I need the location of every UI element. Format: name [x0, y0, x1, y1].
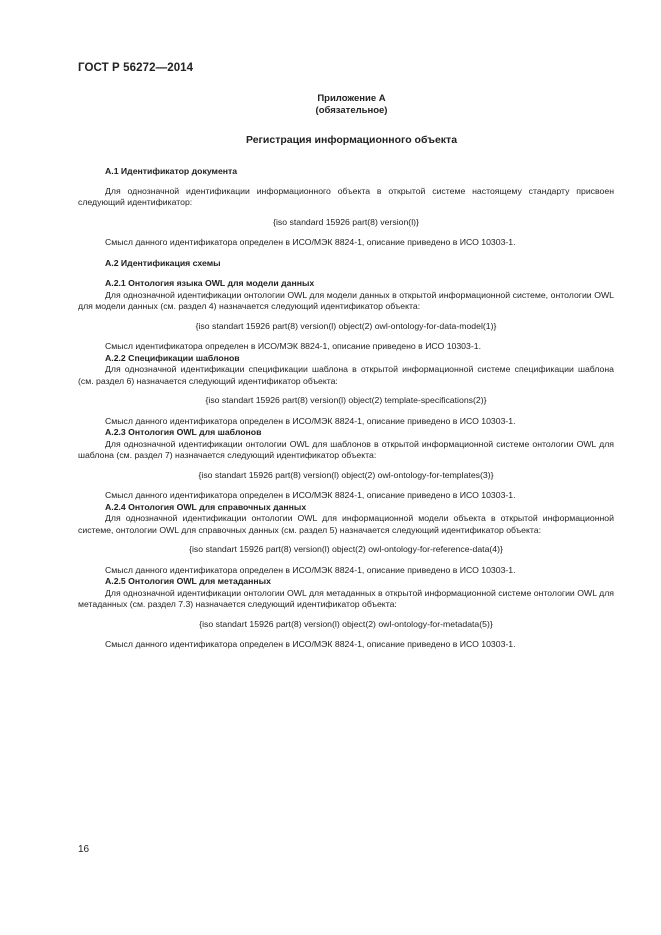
section-heading-a25: А.2.5 Онтология OWL для метаданных: [105, 576, 271, 586]
section-heading-a24: А.2.4 Онтология OWL для справочных данных: [105, 501, 307, 512]
appendix-title: Приложение А: [317, 93, 386, 104]
document-code: ГОСТ Р 56272—2014: [78, 62, 194, 74]
paragraph: Смысл данного идентификатора определен в ИСО/МЭК 8824-1, описание приведено в ИСО 10303-1.: [105, 639, 516, 649]
object-identifier: {iso standart 15926 part(8) version(l) object(2) owl-ontology-for-data-model(1)}: [195, 320, 497, 331]
object-identifier: {iso standart 15926 part(8) version(l) object(2) owl-ontology-for-metadata(5)}: [199, 618, 493, 629]
object-identifier: {iso standard 15926 part(8) version(l)}: [273, 216, 419, 227]
paragraph: Для однозначной идентификации спецификации шаблона в открытой информационной системе спецификации шаблона (см. раздел 6) назначается следующий идентификатор объекта:: [78, 364, 614, 386]
paragraph: Смысл идентификатора определен в ИСО/МЭК 8824-1, описание приведено в ИСО 10303-1.: [105, 341, 481, 351]
paragraph: Смысл данного идентификатора определен в ИСО/МЭК 8824-1, описание приведено в ИСО 10303-1.: [105, 415, 516, 426]
section-heading-a21: А.2.1 Онтология языка OWL для модели данных: [105, 278, 315, 288]
paragraph: Для однозначной идентификации онтологии OWL для информационной модели объекта в открытой информационной системе, онтологии OWL для справочных данных (см. раздел 5) назначается следующий идентификатор объекта:: [78, 513, 614, 535]
document-title: Регистрация информационного объекта: [245, 134, 458, 146]
appendix-heading: [21, 93, 661, 117]
object-identifier: {iso standart 15926 part(8) version(l) object(2) template-specifications(2)}: [205, 395, 487, 405]
paragraph: Смысл данного идентификатора определен в ИСО/МЭК 8824-1, описание приведено в ИСО 10303-1.: [105, 237, 516, 247]
paragraph: Для однозначной идентификации онтологии OWL для шаблонов в открытой информационной системе онтологии OWL для шаблона (см. раздел 7) назначается следующий идентификатор объекта:: [78, 438, 614, 460]
paragraph: Смысл данного идентификатора определен в ИСО/МЭК 8824-1, описание приведено в ИСО 10303-1.: [105, 490, 516, 500]
paragraph: Смысл данного идентификатора определен в ИСО/МЭК 8824-1, описание приведено в ИСО 10303-1.: [105, 564, 516, 575]
section-heading-a2: А.2 Идентификация схемы: [105, 257, 221, 268]
page-number: 16: [78, 844, 90, 855]
paragraph: Для однозначной идентификации информационного объекта в открытой системе настоящему стандарту присвоен следующий идентификатор:: [78, 185, 614, 207]
paragraph: Для однозначной идентификации онтологии OWL для модели данных в открытой информационной системе, онтологии OWL для модели данных (см. раздел 4) назначается следующий идентификатор объекта:: [78, 289, 614, 311]
appendix-status: (обязательное): [315, 105, 388, 116]
object-identifier: {iso standart 15926 part(8) version(l) object(2) owl-ontology-for-templates(3)}: [198, 469, 494, 480]
section-heading-a1: А.1 Идентификатор документа: [105, 166, 238, 176]
section-heading-a23: А.2.3 Онтология OWL для шаблонов: [105, 427, 262, 437]
paragraph: Для однозначной идентификации онтологии OWL для метаданных в открытой информационной системе онтологии OWL для метаданных (см. раздел 7.3) назначается следующий идентификатор объекта:: [78, 587, 614, 609]
object-identifier: {iso standart 15926 part(8) version(l) object(2) owl-ontology-for-reference-data(4)}: [189, 544, 503, 554]
document-body: [78, 166, 614, 651]
section-heading-a22: А.2.2 Спецификации шаблонов: [105, 352, 240, 363]
